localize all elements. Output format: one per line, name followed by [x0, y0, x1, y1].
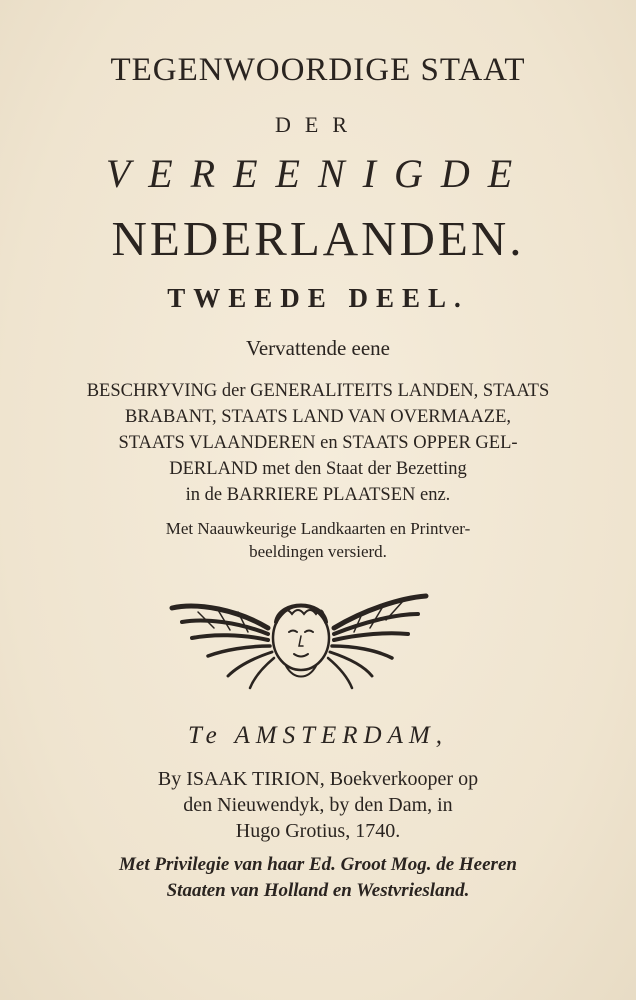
- privilege-line: Staaten van Holland en Westvriesland.: [166, 880, 470, 901]
- title-line-vereenigde: VEREENIGDE: [105, 151, 531, 196]
- publisher-line: Hugo Grotius, 1740.: [235, 820, 401, 842]
- description-line: in de BARRIERE PLAATSEN enz.: [185, 485, 451, 505]
- illustrations-line: beeldingen versierd.: [249, 542, 387, 561]
- description-line: STAATS VLAANDEREN en STAATS OPPER GEL-: [118, 433, 518, 453]
- contents-description: [60, 378, 576, 508]
- description-line: DERLAND met den Staat der Bezetting: [169, 459, 467, 479]
- title-line-der: DER: [275, 112, 361, 137]
- publisher-imprint: [80, 766, 556, 844]
- winged-cherub-head-icon: [168, 588, 434, 692]
- privilege-line: Met Privilegie van haar Ed. Groot Mog. de Heeren: [119, 854, 517, 875]
- publisher-line: den Nieuwendyk, by den Dam, in: [183, 794, 453, 816]
- description-line: BESCHRYVING der GENERALITEITS LANDEN, STAATS: [86, 381, 550, 401]
- volume-line: TWEEDE DEEL.: [167, 283, 469, 313]
- publisher-line: By ISAAK TIRION, Boekverkooper op: [157, 768, 479, 790]
- title-line-nederlanden: NEDERLANDEN.: [111, 211, 525, 266]
- title-line-tegenwoordige-staat: TEGENWOORDIGE STAAT: [110, 52, 526, 88]
- subtitle-intro: Vervattende eene: [246, 336, 390, 360]
- privilege-note: [60, 852, 576, 904]
- illustrations-note: [40, 517, 596, 563]
- illustrations-line: Met Naauwkeurige Landkaarten en Printver-: [165, 519, 471, 538]
- imprint-city: Te AMSTERDAM,: [188, 722, 448, 749]
- description-line: BRABANT, STAATS LAND VAN OVERMAAZE,: [124, 407, 512, 427]
